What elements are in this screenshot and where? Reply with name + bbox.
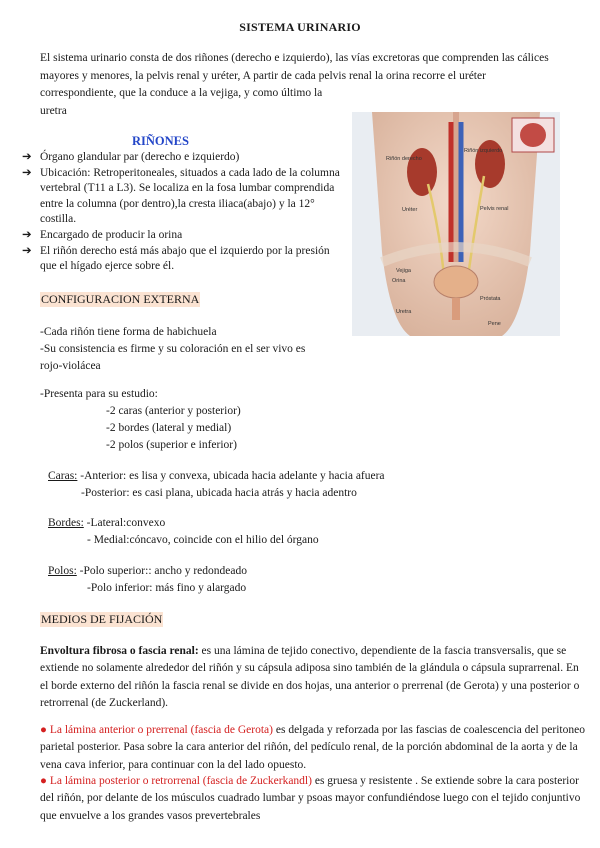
intro-line: mayores y menores, la pelvis renal y uréter, A partir de cada pelvis renal la orina recorre el uréter	[40, 69, 486, 82]
label-rinon-izquierdo: Riñón izquierdo	[464, 148, 503, 154]
label-pene: Pene	[488, 321, 501, 327]
text-line: -Cada riñón tiene forma de habichuela	[40, 326, 217, 338]
paragraph-text: es gruesa y resistente . Se extiende sobre la cara posterior del riñón, por delante de los músculos cuadrado lumbar y psoas mayor confundiéndose luego con el tejido conjuntivo que envuelve a los grandes vasos prevertebrales	[40, 775, 581, 822]
text-line: -Lateral:convexo	[83, 517, 166, 529]
list-item	[22, 150, 347, 166]
bordes-block	[48, 515, 319, 549]
label-rinon-derecho: Riñón derecho	[386, 156, 422, 162]
config-heading: CONFIGURACION EXTERNA	[41, 292, 200, 306]
anatomy-figure	[352, 112, 560, 336]
label-uretra: Uretra	[396, 309, 412, 315]
text-line: -Polo inferior: más fino y alargado	[87, 582, 247, 594]
zucker-term: ● La lámina posterior o retrorrenal (fascia de Zuckerkandl)	[40, 775, 312, 787]
arrow-right-icon: ➔	[22, 244, 32, 257]
zucker-paragraph	[40, 773, 585, 825]
text-line: rojo-violácea	[40, 360, 101, 372]
bullet-text: El riñón derecho está más abajo que el izquierdo por la presión que el hígado ejerce sobre él.	[40, 244, 330, 273]
arrow-right-icon: ➔	[22, 151, 32, 163]
label-vejiga: Vejiga	[396, 268, 411, 274]
polos-label: Polos:	[48, 565, 77, 577]
gerota-paragraph	[40, 722, 585, 774]
label-pelvis-renal: Pelvis renal	[480, 206, 509, 212]
text-line: -Posterior: es casi plana, ubicada hacia atrás y hacia adentro	[81, 487, 357, 499]
rinones-list	[22, 150, 347, 275]
intro-line: El sistema urinario consta de dos riñones (derecho e izquierdo), las vías excretoras que comprenden las cálices	[40, 52, 549, 64]
caras-label: Caras:	[48, 470, 78, 482]
text-line: -2 bordes (lateral y medial)	[106, 422, 232, 434]
urinary-system-illustration	[352, 112, 560, 336]
caras-block	[48, 468, 385, 502]
intro-paragraph	[40, 50, 585, 120]
gerota-term: ● La lámina anterior o prerrenal (fascia de Gerota)	[40, 724, 273, 736]
text-line: -2 caras (anterior y posterior)	[106, 405, 241, 417]
list-item	[22, 244, 347, 275]
medios-heading: MEDIOS DE FIJACIÓN	[41, 612, 163, 626]
list-item	[22, 166, 347, 228]
label-prostata: Próstata	[480, 296, 501, 302]
label-ureter: Uréter	[402, 207, 418, 213]
text-line: -Presenta para su estudio:	[40, 388, 158, 400]
list-item	[22, 228, 347, 244]
text-line: -Anterior: es lisa y convexa, ubicada hacia adelante y hacia afuera	[77, 470, 385, 482]
text-line: - Medial:cóncavo, coincide con el hilio del órgano	[87, 534, 319, 546]
rinones-heading: RIÑONES	[132, 134, 189, 148]
paragraph-text: es delgada y reforzada por las fascias de coalescencia del peritoneo parietal posterior. Pasa sobre la cara anterior del riñón, del pedículo renal, de la porción abdominal de la aorta y de la vena cava inferior, para continuar con la del lado opuesto.	[40, 724, 585, 771]
envoltura-term: Envoltura fibrosa o fascia renal:	[40, 645, 199, 657]
estudio-block	[40, 386, 241, 454]
intro-line: uretra	[40, 104, 67, 117]
page-title: SISTEMA URINARIO	[239, 20, 361, 34]
text-line: -Su consistencia es firme y su coloración en el ser vivo es	[40, 343, 306, 355]
text-line: -Polo superior:: ancho y redondeado	[76, 565, 247, 577]
paragraph-text: es una lámina de tejido conectivo, dependiente de la fascia transversalis, que se extiende no solamente alrededor del riñón y su cápsula adiposa sino también de la glándula o cápsula suprarrenal. En el borde externo del riñón la fascia renal se divide en dos hojas, una anterior o prerrenal (de Gerota) y una posterior o retrorrenal (de Zuckerland).	[40, 645, 580, 709]
arrow-right-icon: ➔	[22, 228, 32, 241]
bullet-text: Órgano glandular par (derecho e izquierdo)	[40, 151, 240, 163]
bordes-label: Bordes:	[48, 517, 84, 529]
envoltura-paragraph	[40, 643, 585, 712]
polos-block	[48, 563, 247, 597]
label-orina: Orina	[392, 278, 406, 284]
text-line: -2 polos (superior e inferior)	[106, 439, 237, 451]
arrow-right-icon: ➔	[22, 166, 32, 179]
bullet-text: Ubicación: Retroperitoneales, situados a cada lado de la columna vertebral (T11 a L3). Se localiza en la fosa lumbar comprendida entre la columna (por dentro),la cresta iliaca(abajo) y la 12° costilla.	[40, 166, 340, 226]
intro-line: correspondiente, que la conduce a la vejiga, y como último la	[40, 87, 323, 99]
config-description	[40, 324, 305, 375]
bullet-text: Encargado de producir la orina	[40, 228, 183, 241]
